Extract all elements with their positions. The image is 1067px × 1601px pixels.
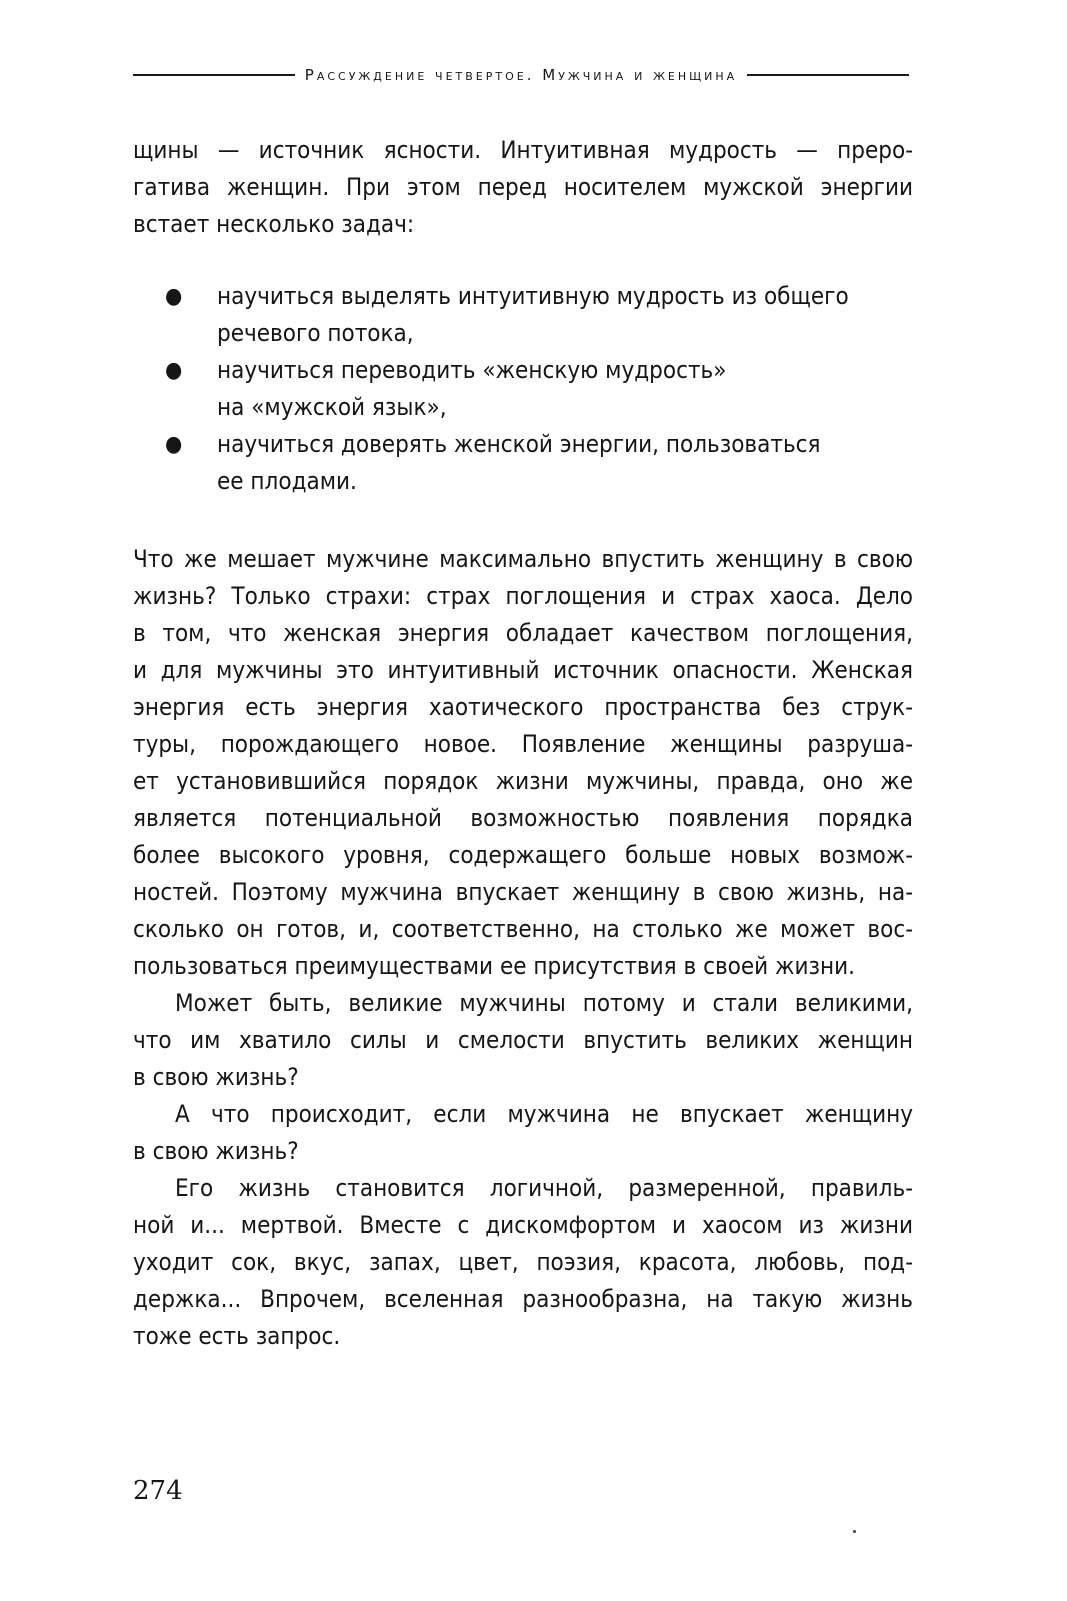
body-line: уходит сок, вкус, запах, цвет, поэзия, красота, любовь, под- <box>133 1248 913 1276</box>
running-head <box>133 62 909 88</box>
task-list-item <box>165 426 905 500</box>
body-line: пользоваться преимуществами ее присутствия в своей жизни. <box>133 952 856 980</box>
body-line: энергия есть энергия хаотического пространства без струк- <box>133 693 913 721</box>
body-paragraph <box>133 985 913 1096</box>
body-line: и для мужчины это интуитивный источник опасности. Женская <box>133 656 913 684</box>
main-text <box>133 541 913 1355</box>
body-line: ет установившийся порядок жизни мужчины, правда, оно же <box>133 767 913 795</box>
running-head-title: Рассуждение четвертое. Мужчина и женщина <box>304 66 738 84</box>
body-line: ностей. Поэтому мужчина впускает женщину в свою жизнь, на- <box>133 878 913 906</box>
intro-line: встает несколько задач: <box>133 210 415 238</box>
intro-line: щины — источник ясности. Интуитивная мудрость — преро- <box>133 136 913 164</box>
body-line: ной и... мертвой. Вместе с дискомфортом и хаосом из жизни <box>133 1211 913 1239</box>
running-head-right-rule <box>747 74 909 76</box>
body-line: жизнь? Только страхи: страх поглощения и страх хаоса. Дело <box>133 582 913 610</box>
intro-line: гатива женщин. При этом перед носителем мужской энергии <box>133 173 913 201</box>
running-head-left-rule <box>133 74 295 76</box>
body-line: в свою жизнь? <box>133 1063 299 1091</box>
body-line: туры, порождающего новое. Появление женщины разруша- <box>133 730 913 758</box>
intro-paragraph <box>133 132 913 243</box>
print-speck <box>853 1530 856 1533</box>
bullet-icon: ● <box>165 432 183 457</box>
task-line: научиться доверять женской энергии, пользоваться <box>217 430 821 458</box>
task-list-item <box>165 278 905 352</box>
body-line: Может быть, великие мужчины потому и стали великими, <box>175 989 913 1017</box>
body-line: является потенциальной возможностью появления порядка <box>133 804 913 832</box>
task-line: научиться выделять интуитивную мудрость из общего <box>217 282 849 310</box>
task-list-item <box>165 352 905 426</box>
body-line: Что же мешает мужчине максимально впустить женщину в свою <box>133 545 913 573</box>
body-line: А что происходит, если мужчина не впускает женщину <box>175 1100 913 1128</box>
task-line: на «мужской язык», <box>217 393 447 421</box>
body-paragraph <box>133 541 913 985</box>
body-line: держка... Впрочем, вселенная разнообразна, на такую жизнь <box>133 1285 913 1313</box>
task-line: речевого потока, <box>217 319 414 347</box>
body-line: в свою жизнь? <box>133 1137 299 1165</box>
task-line: научиться переводить «женскую мудрость» <box>217 356 727 384</box>
body-line: что им хватило силы и смелости впустить великих женщин <box>133 1026 913 1054</box>
body-line: в том, что женская энергия обладает качеством поглощения, <box>133 619 913 647</box>
task-list <box>165 278 905 500</box>
bullet-icon: ● <box>165 358 183 383</box>
body-paragraph <box>133 1170 913 1355</box>
page-number: 274 <box>133 1476 183 1506</box>
body-line: более высокого уровня, содержащего больше новых возмож- <box>133 841 913 869</box>
body-paragraph <box>133 1096 913 1170</box>
task-line: ее плодами. <box>217 467 357 495</box>
body-line: Его жизнь становится логичной, размеренной, правиль- <box>175 1174 913 1202</box>
body-line: сколько он готов, и, соответственно, на столько же может вос- <box>133 915 913 943</box>
body-line: тоже есть запрос. <box>133 1322 341 1350</box>
bullet-icon: ● <box>165 284 183 309</box>
